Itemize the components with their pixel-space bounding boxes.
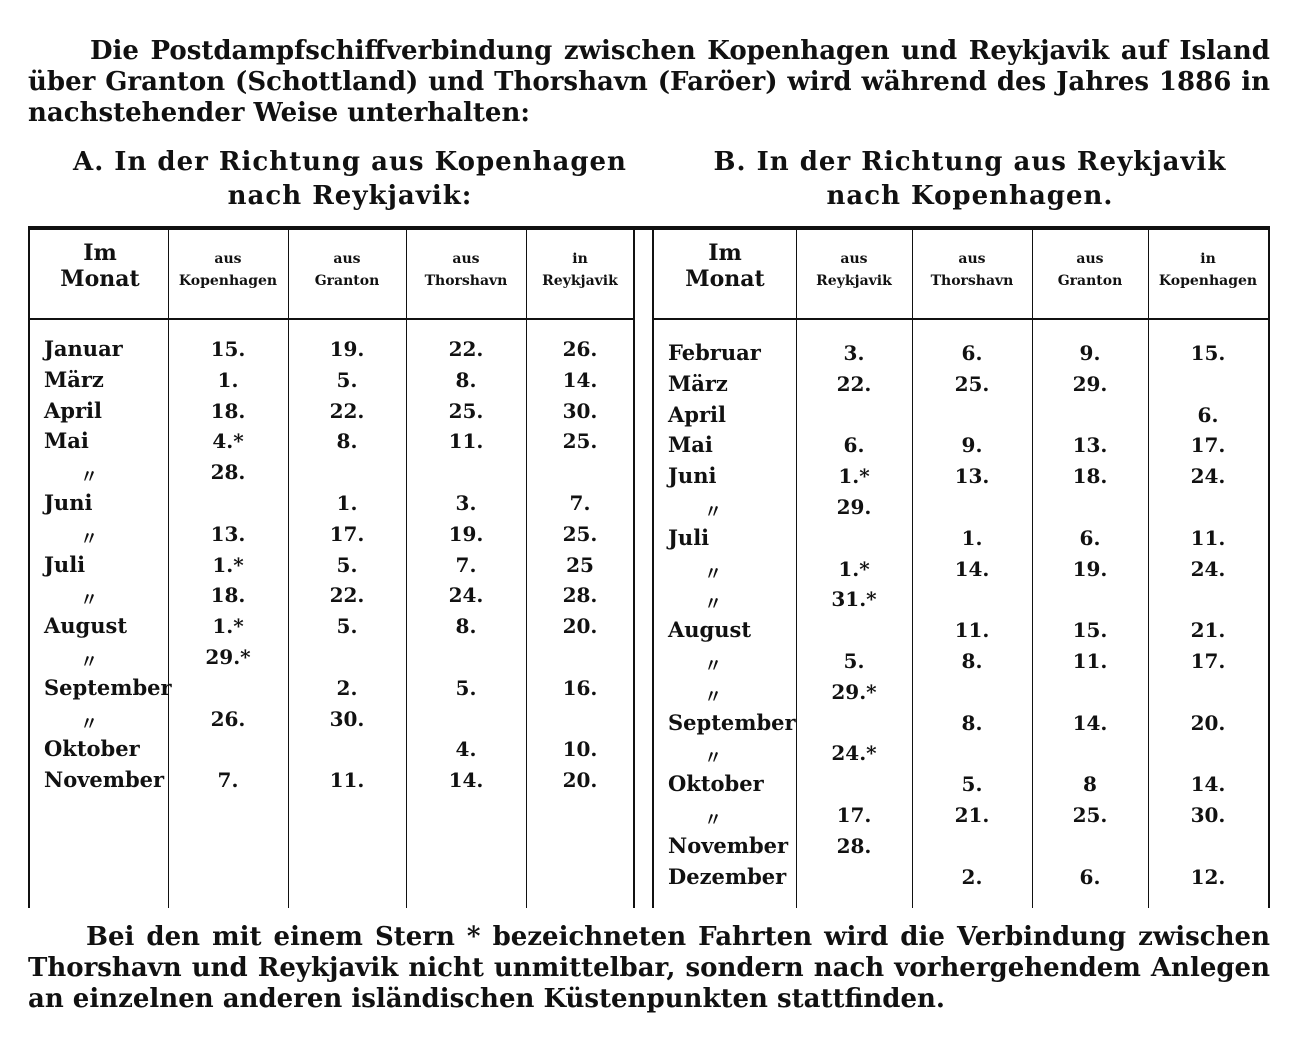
table-b-row-month: Juni xyxy=(668,463,717,489)
header-line1: aus xyxy=(333,251,361,267)
table-b-cell: 6. xyxy=(961,341,983,365)
table-b-cell: 6. xyxy=(1079,864,1101,889)
column-divider xyxy=(168,230,169,908)
table-a-cell: 1. xyxy=(336,491,358,515)
table-b-cell: 5. xyxy=(961,772,983,797)
table-b-cell: 29. xyxy=(836,495,872,519)
table-a-cell: 30. xyxy=(562,398,598,423)
table-a-cell: 28. xyxy=(210,460,246,485)
column-divider xyxy=(1148,230,1149,908)
table-b-row-month: April xyxy=(668,401,726,427)
table-b-row-month: Februar xyxy=(668,340,761,365)
center-divider xyxy=(652,230,654,908)
table-a-cell: 26. xyxy=(562,337,598,361)
header-line2: Reykjavik xyxy=(542,273,618,289)
table-b-row-month: Dezember xyxy=(668,863,787,889)
header-rule-a xyxy=(30,318,634,320)
table-a-cell: 19. xyxy=(329,337,365,361)
table-b-row-month: 〃 xyxy=(704,656,722,677)
table-a-cell: 26. xyxy=(210,706,246,731)
table-a-cell: 25. xyxy=(562,429,598,454)
table-b-cell: 2. xyxy=(961,864,983,889)
table-a-cell: 24. xyxy=(448,583,484,608)
column-divider xyxy=(406,230,407,908)
column-divider xyxy=(288,230,289,908)
table-a-cell: 22. xyxy=(329,583,365,608)
header-line1: aus xyxy=(958,251,986,267)
header-line1: aus xyxy=(214,251,242,267)
table-a-header-col3 xyxy=(406,248,526,292)
table-a-header-col2 xyxy=(288,248,406,292)
table-b-cell: 20. xyxy=(1190,710,1226,735)
table-a-row-month: Juni xyxy=(44,490,93,515)
table-a-row-month: 〃 xyxy=(80,713,98,735)
table-b-cell: 18. xyxy=(1072,464,1108,489)
table-b-cell: 15. xyxy=(1190,341,1226,365)
table-a-row-month: 〃 xyxy=(80,467,98,489)
table-a-cell: 5. xyxy=(336,552,358,577)
table-b-cell: 14. xyxy=(1190,772,1226,797)
section-b-line1: B. In der Richtung aus Reykjavik xyxy=(713,147,1227,177)
table-a-cell: 5. xyxy=(455,675,477,700)
header-line2: Granton xyxy=(1057,273,1123,289)
table-b-cell: 21. xyxy=(954,803,990,827)
table-b-row-month: September xyxy=(668,709,796,735)
table-a-cell: 5. xyxy=(336,614,358,639)
table-a-row-month: Mai xyxy=(44,428,89,454)
table-b-cell: 28. xyxy=(836,833,872,858)
header-line1: aus xyxy=(1076,251,1104,267)
table-a-cell: 28. xyxy=(562,583,598,608)
table-b-row-month: 〃 xyxy=(704,502,722,523)
table-b-cell: 8. xyxy=(961,710,983,735)
table-b-cell: 13. xyxy=(954,464,990,489)
table-b-cell: 1. xyxy=(961,525,983,550)
table-b-row-month: 〃 xyxy=(704,686,722,708)
table-b-header-col1 xyxy=(796,248,912,292)
table-a-cell: 10. xyxy=(562,737,598,762)
table-a-cell: 25 xyxy=(566,552,594,577)
table-a-cell: 11. xyxy=(448,429,484,454)
table-b-cell: 12. xyxy=(1190,864,1226,889)
table-a-cell: 16. xyxy=(562,675,598,700)
table-a-cell: 4. xyxy=(455,737,477,762)
table-b-row-month: Juli xyxy=(668,524,710,550)
table-b-cell: 6. xyxy=(1079,525,1101,550)
section-a-line1: A. In der Richtung aus Kopenhagen xyxy=(73,147,627,177)
table-b-cell: 1.* xyxy=(838,464,870,489)
table-b-cell: 25. xyxy=(954,371,990,396)
column-divider xyxy=(912,230,913,908)
table-a-cell: 14. xyxy=(562,367,598,392)
table-b-cell: 29.* xyxy=(831,679,877,704)
table-b-cell: 6. xyxy=(843,433,865,458)
table-b-row-month: Oktober xyxy=(668,771,764,797)
table-a-cell: 20. xyxy=(562,614,598,639)
table-b-cell: 8 xyxy=(1083,772,1097,797)
table-a-header-month xyxy=(32,240,168,292)
intro-paragraph: Die Postdampfschiffverbindung zwischen Kopenhagen und Reykjavik auf Island über Granton (Schottland) und Thorshavn (Faröer) wird während des Jahres 1886 in nachstehender Weise unterhalten: xyxy=(28,36,1270,128)
table-a-row-month: November xyxy=(44,767,165,793)
table-b-row-month: März xyxy=(668,370,728,396)
table-a-cell: 14. xyxy=(448,768,484,793)
table-a-cell: 5. xyxy=(336,367,358,392)
table-b-cell: 21. xyxy=(1190,618,1226,643)
table-a-header-col4 xyxy=(526,248,634,292)
table-a-row-month: August xyxy=(44,613,128,639)
table-a-row-month: April xyxy=(44,397,102,423)
table-a-row-month: 〃 xyxy=(80,652,98,673)
column-divider xyxy=(796,230,797,908)
table-b-cell: 29. xyxy=(1072,371,1108,396)
header-line2: Monat xyxy=(685,266,765,292)
table-b-row-month: 〃 xyxy=(704,748,722,770)
table-a-row-month: Oktober xyxy=(44,736,140,762)
table-a-cell: 7. xyxy=(217,768,239,793)
table-b-cell: 1.* xyxy=(838,556,870,581)
table-b-cell: 25. xyxy=(1072,803,1108,827)
header-line2: Reykjavik xyxy=(816,273,892,289)
table-b-cell: 24. xyxy=(1190,464,1226,489)
column-divider xyxy=(1032,230,1033,908)
header-line2: Kopenhagen xyxy=(1158,273,1258,289)
header-line1: aus xyxy=(452,251,480,267)
table-b-cell: 6. xyxy=(1197,402,1219,427)
table-b-row-month: November xyxy=(668,832,789,858)
table-b-cell: 17. xyxy=(836,803,872,827)
table-b-header-month xyxy=(654,240,796,292)
header-line2: Granton xyxy=(314,273,380,289)
table-b-cell: 9. xyxy=(1079,341,1101,365)
table-a-cell: 29.* xyxy=(205,645,251,669)
table-a-cell: 17. xyxy=(329,521,365,546)
header-line2: Thorshavn xyxy=(424,273,508,289)
section-a-heading xyxy=(60,145,640,213)
table-b-cell: 3. xyxy=(843,341,865,365)
table-b-cell: 14. xyxy=(1072,710,1108,735)
header-line2: Monat xyxy=(60,266,140,292)
table-b-row-month: 〃 xyxy=(704,594,722,616)
table-a-cell: 18. xyxy=(210,398,246,423)
table-a-row-month: September xyxy=(44,674,172,700)
table-b-cell: 8. xyxy=(961,649,983,673)
table-a-cell: 4.* xyxy=(212,429,244,454)
table-a-row-month: 〃 xyxy=(80,590,98,612)
table-a-cell: 7. xyxy=(569,491,591,515)
table-a-cell: 22. xyxy=(448,337,484,361)
header-line1: Im xyxy=(83,240,117,266)
table-a-cell: 1.* xyxy=(212,614,244,639)
table-a-cell: 1. xyxy=(217,367,239,392)
table-a-cell: 2. xyxy=(336,675,358,700)
header-rule-b xyxy=(652,318,1268,320)
table-b-cell: 11. xyxy=(1072,649,1108,673)
table-a-cell: 30. xyxy=(329,706,365,731)
table-b-cell: 22. xyxy=(836,371,872,396)
header-line2: Thorshavn xyxy=(930,273,1014,289)
table-a-cell: 20. xyxy=(562,768,598,793)
table-a-cell: 1.* xyxy=(212,552,244,577)
table-b-header-col2 xyxy=(912,248,1032,292)
table-b-cell: 30. xyxy=(1190,803,1226,827)
table-a-cell: 8. xyxy=(336,429,358,454)
table-a-cell: 18. xyxy=(210,583,246,608)
table-a-cell: 19. xyxy=(448,521,484,546)
table-b-row-month: 〃 xyxy=(704,563,722,585)
table-a-row-month: Januar xyxy=(44,336,123,361)
header-line1: Im xyxy=(708,240,742,266)
table-a-row-month: März xyxy=(44,366,104,392)
table-b-cell: 15. xyxy=(1072,618,1108,643)
section-a-line2: nach Reykjavik: xyxy=(227,181,473,211)
header-line2: Kopenhagen xyxy=(178,273,278,289)
table-b-cell: 24.* xyxy=(831,741,877,766)
table-b-cell: 11. xyxy=(1190,525,1226,550)
table-b-cell: 9. xyxy=(961,433,983,458)
table-a-cell: 25. xyxy=(448,398,484,423)
table-a-cell: 22. xyxy=(329,398,365,423)
column-divider xyxy=(526,230,527,908)
table-b-row-month: 〃 xyxy=(704,810,722,831)
table-b-cell: 17. xyxy=(1190,433,1226,458)
table-a-cell: 15. xyxy=(210,337,246,361)
table-b-header-col3 xyxy=(1032,248,1148,292)
table-a-cell: 11. xyxy=(329,768,365,793)
section-b-heading xyxy=(690,145,1250,213)
table-b-cell: 5. xyxy=(843,649,865,673)
table-b-cell: 31.* xyxy=(831,587,877,612)
table-a-cell: 25. xyxy=(562,521,598,546)
table-a-cell: 3. xyxy=(455,491,477,515)
table-b-cell: 19. xyxy=(1072,556,1108,581)
table-b-row-month: Mai xyxy=(668,432,713,458)
table-a-row-month: 〃 xyxy=(80,528,98,550)
center-divider xyxy=(633,230,635,908)
header-line1: aus xyxy=(840,251,868,267)
table-b-cell: 24. xyxy=(1190,556,1226,581)
section-b-line2: nach Kopenhagen. xyxy=(826,181,1114,211)
header-line1: in xyxy=(572,251,588,267)
table-a-header-col1 xyxy=(168,248,288,292)
table-a-row-month: Juli xyxy=(44,551,86,577)
table-a-cell: 7. xyxy=(455,552,477,577)
table-b-cell: 11. xyxy=(954,618,990,643)
header-line1: in xyxy=(1200,251,1216,267)
table-b-cell: 17. xyxy=(1190,649,1226,673)
table-a-cell: 13. xyxy=(210,521,246,546)
table-a-cell: 8. xyxy=(455,367,477,392)
table-a-cell: 8. xyxy=(455,614,477,639)
table-b-header-col4 xyxy=(1148,248,1268,292)
table-b-row-month: August xyxy=(668,617,752,643)
footnote-paragraph: Bei den mit einem Stern * bezeichneten Fahrten wird die Verbindung zwischen Thorshavn und Reykjavik nicht unmittelbar, sondern nach vorhergehendem Anlegen an einzelnen anderen isländischen Küstenpunkten stattfinden. xyxy=(28,922,1270,1014)
table-b-cell: 13. xyxy=(1072,433,1108,458)
table-b-cell: 14. xyxy=(954,556,990,581)
